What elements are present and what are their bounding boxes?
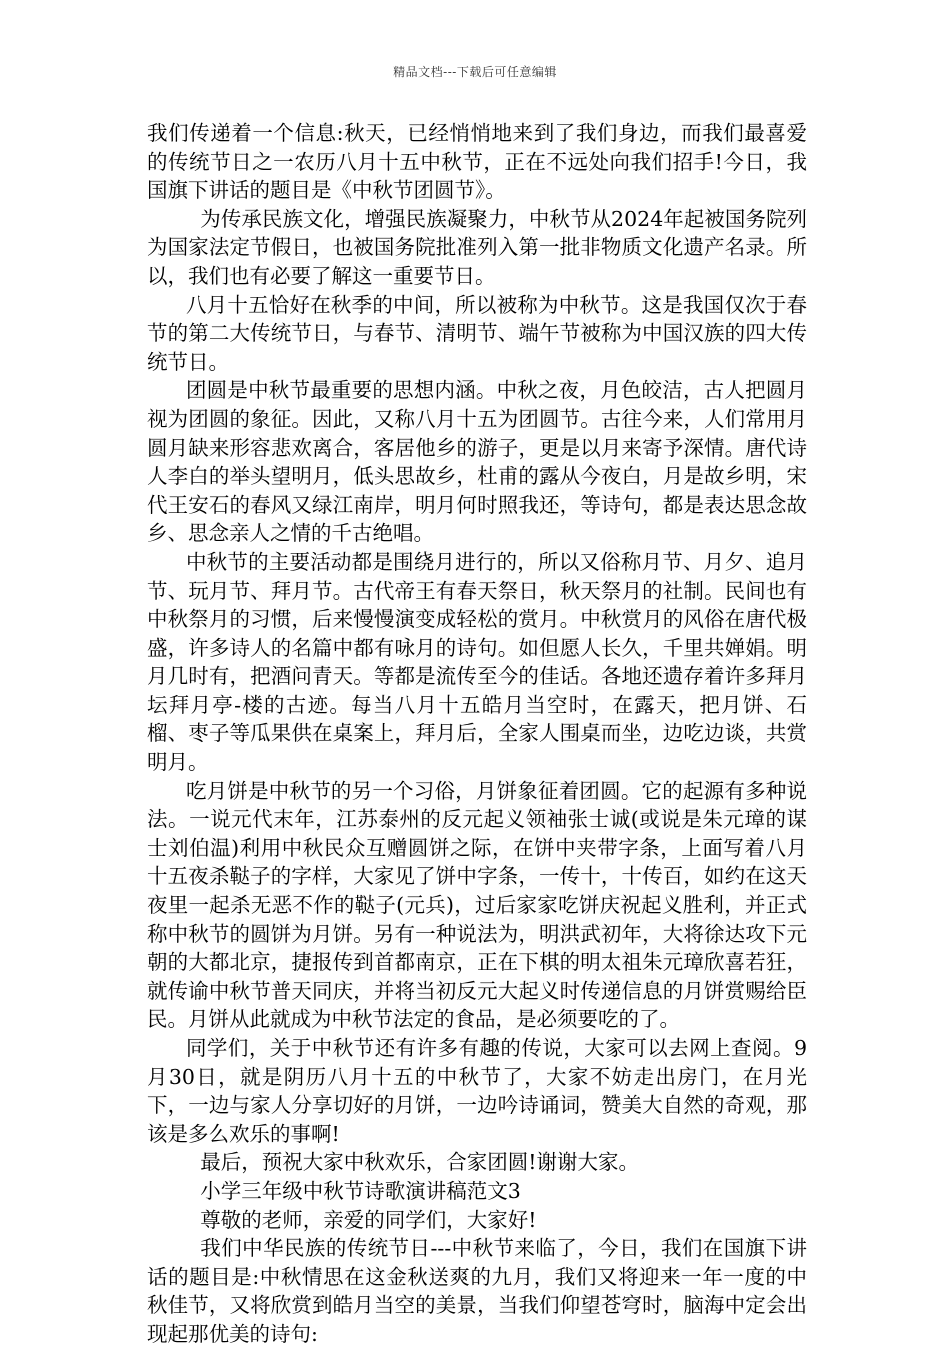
section-title: 小学三年级中秋节诗歌演讲稿范文3 [200,1178,521,1203]
document-body [147,119,807,1349]
paragraph-reunion: 团圆是中秋节最重要的思想内涵。中秋之夜，月色皎洁，古人把圆月视为团圆的象征。因此，又称八月十五为团圆节。古往今来，人们常用月圆月缺来形容悲欢离合，客居他乡的游子，更是以月来寄予深情。唐代诗人李白的举头望明月，低头思故乡，杜甫的露从今夜白，月是故乡明，宋代王安石的春风又绿江南岸，明月何时照我还，等诗句，都是表达思念故乡、思念亲人之情的千古绝唱。 [147,378,807,546]
paragraph-speech-start: 我们中华民族的传统节日---中秋节来临了，今日，我们在国旗下讲话的题目是:中秋情思在这金秋送爽的九月，我们又将迎来一年一度的中秋佳节，又将欣赏到皓月当空的美景，当我们仰望苍穹时，脑海中定会出现起那优美的诗句: [147,1236,807,1346]
paragraph-moon-activities: 中秋节的主要活动都是围绕月进行的，所以又俗称月节、月夕、追月节、玩月节、拜月节。古代帝王有春天祭日，秋天祭月的社制。民间也有中秋祭月的习惯，后来慢慢演变成轻松的赏月。中秋赏月的风俗在唐代极盛，许多诗人的名篇中都有咏月的诗句。如但愿人长久，千里共婵娟。明月几时有，把酒问青天。等都是流传至今的佳话。各地还遗存着许多拜月坛拜月亭-楼的古迹。每当八月十五皓月当空时，在露天，把月饼、石榴、枣子等瓜果供在桌案上，拜月后，全家人围桌而坐，边吃边谈，共赏明月。 [147,549,807,775]
paragraph-closing: 最后，预祝大家中秋欢乐，合家团圆!谢谢大家。 [200,1150,640,1175]
page-header: 精品文档---下载后可任意编辑 [393,65,557,79]
paragraph-greeting: 尊敬的老师，亲爱的同学们，大家好! [200,1207,537,1232]
paragraph-mooncake: 吃月饼是中秋节的另一个习俗，月饼象征着团圆。它的起源有多种说法。一说元代末年，江苏泰州的反元起义领袖张士诚(或说是朱元璋的谋士刘伯温)利用中秋民众互赠圆饼之际，在饼中夹带字条，上面写着八月十五夜杀鞑子的字样，大家见了饼中字条，一传十，十传百，如约在这天夜里一起杀无恶不作的鞑子(元兵)，过后家家吃饼庆祝起义胜利，并正式称中秋节的圆饼为月饼。另有一种说法为，明洪武初年，大将徐达攻下元朝的大都北京，捷报传到首都南京，正在下棋的明太祖朱元璋欣喜若狂，就传谕中秋节普天同庆，并将当初反元大起义时传递信息的月饼赏赐给臣民。月饼从此就成为中秋节法定的食品，是必须要吃的了。 [147,778,807,1032]
paragraph-mid-autumn-timing: 八月十五恰好在秋季的中间，所以被称为中秋节。这是我国仅次于春节的第二大传统节日，与春节、清明节、端午节被称为中国汉族的四大传统节日。 [147,292,807,374]
paragraph-heritage: 为传承民族文化，增强民族凝聚力，中秋节从2024年起被国务院列为国家法定节假日，也被国务院批准列入第一批非物质文化遗产名录。所以，我们也有必要了解这一重要节日。 [147,206,807,288]
paragraph-classmates: 同学们，关于中秋节还有许多有趣的传说，大家可以去网上查阅。9月30日，就是阴历八月十五的中秋节了，大家不妨走出房门，在月光下，一边与家人分享切好的月饼，一边吟诗诵词，赞美大自然的奇观，那该是多么欢乐的事啊! [147,1036,807,1146]
paragraph-intro: 我们传递着一个信息:秋天，已经悄悄地来到了我们身边，而我们最喜爱的传统节日之一农历八月十五中秋节，正在不远处向我们招手!今日，我国旗下讲话的题目是《中秋节团圆节》。 [147,121,807,203]
